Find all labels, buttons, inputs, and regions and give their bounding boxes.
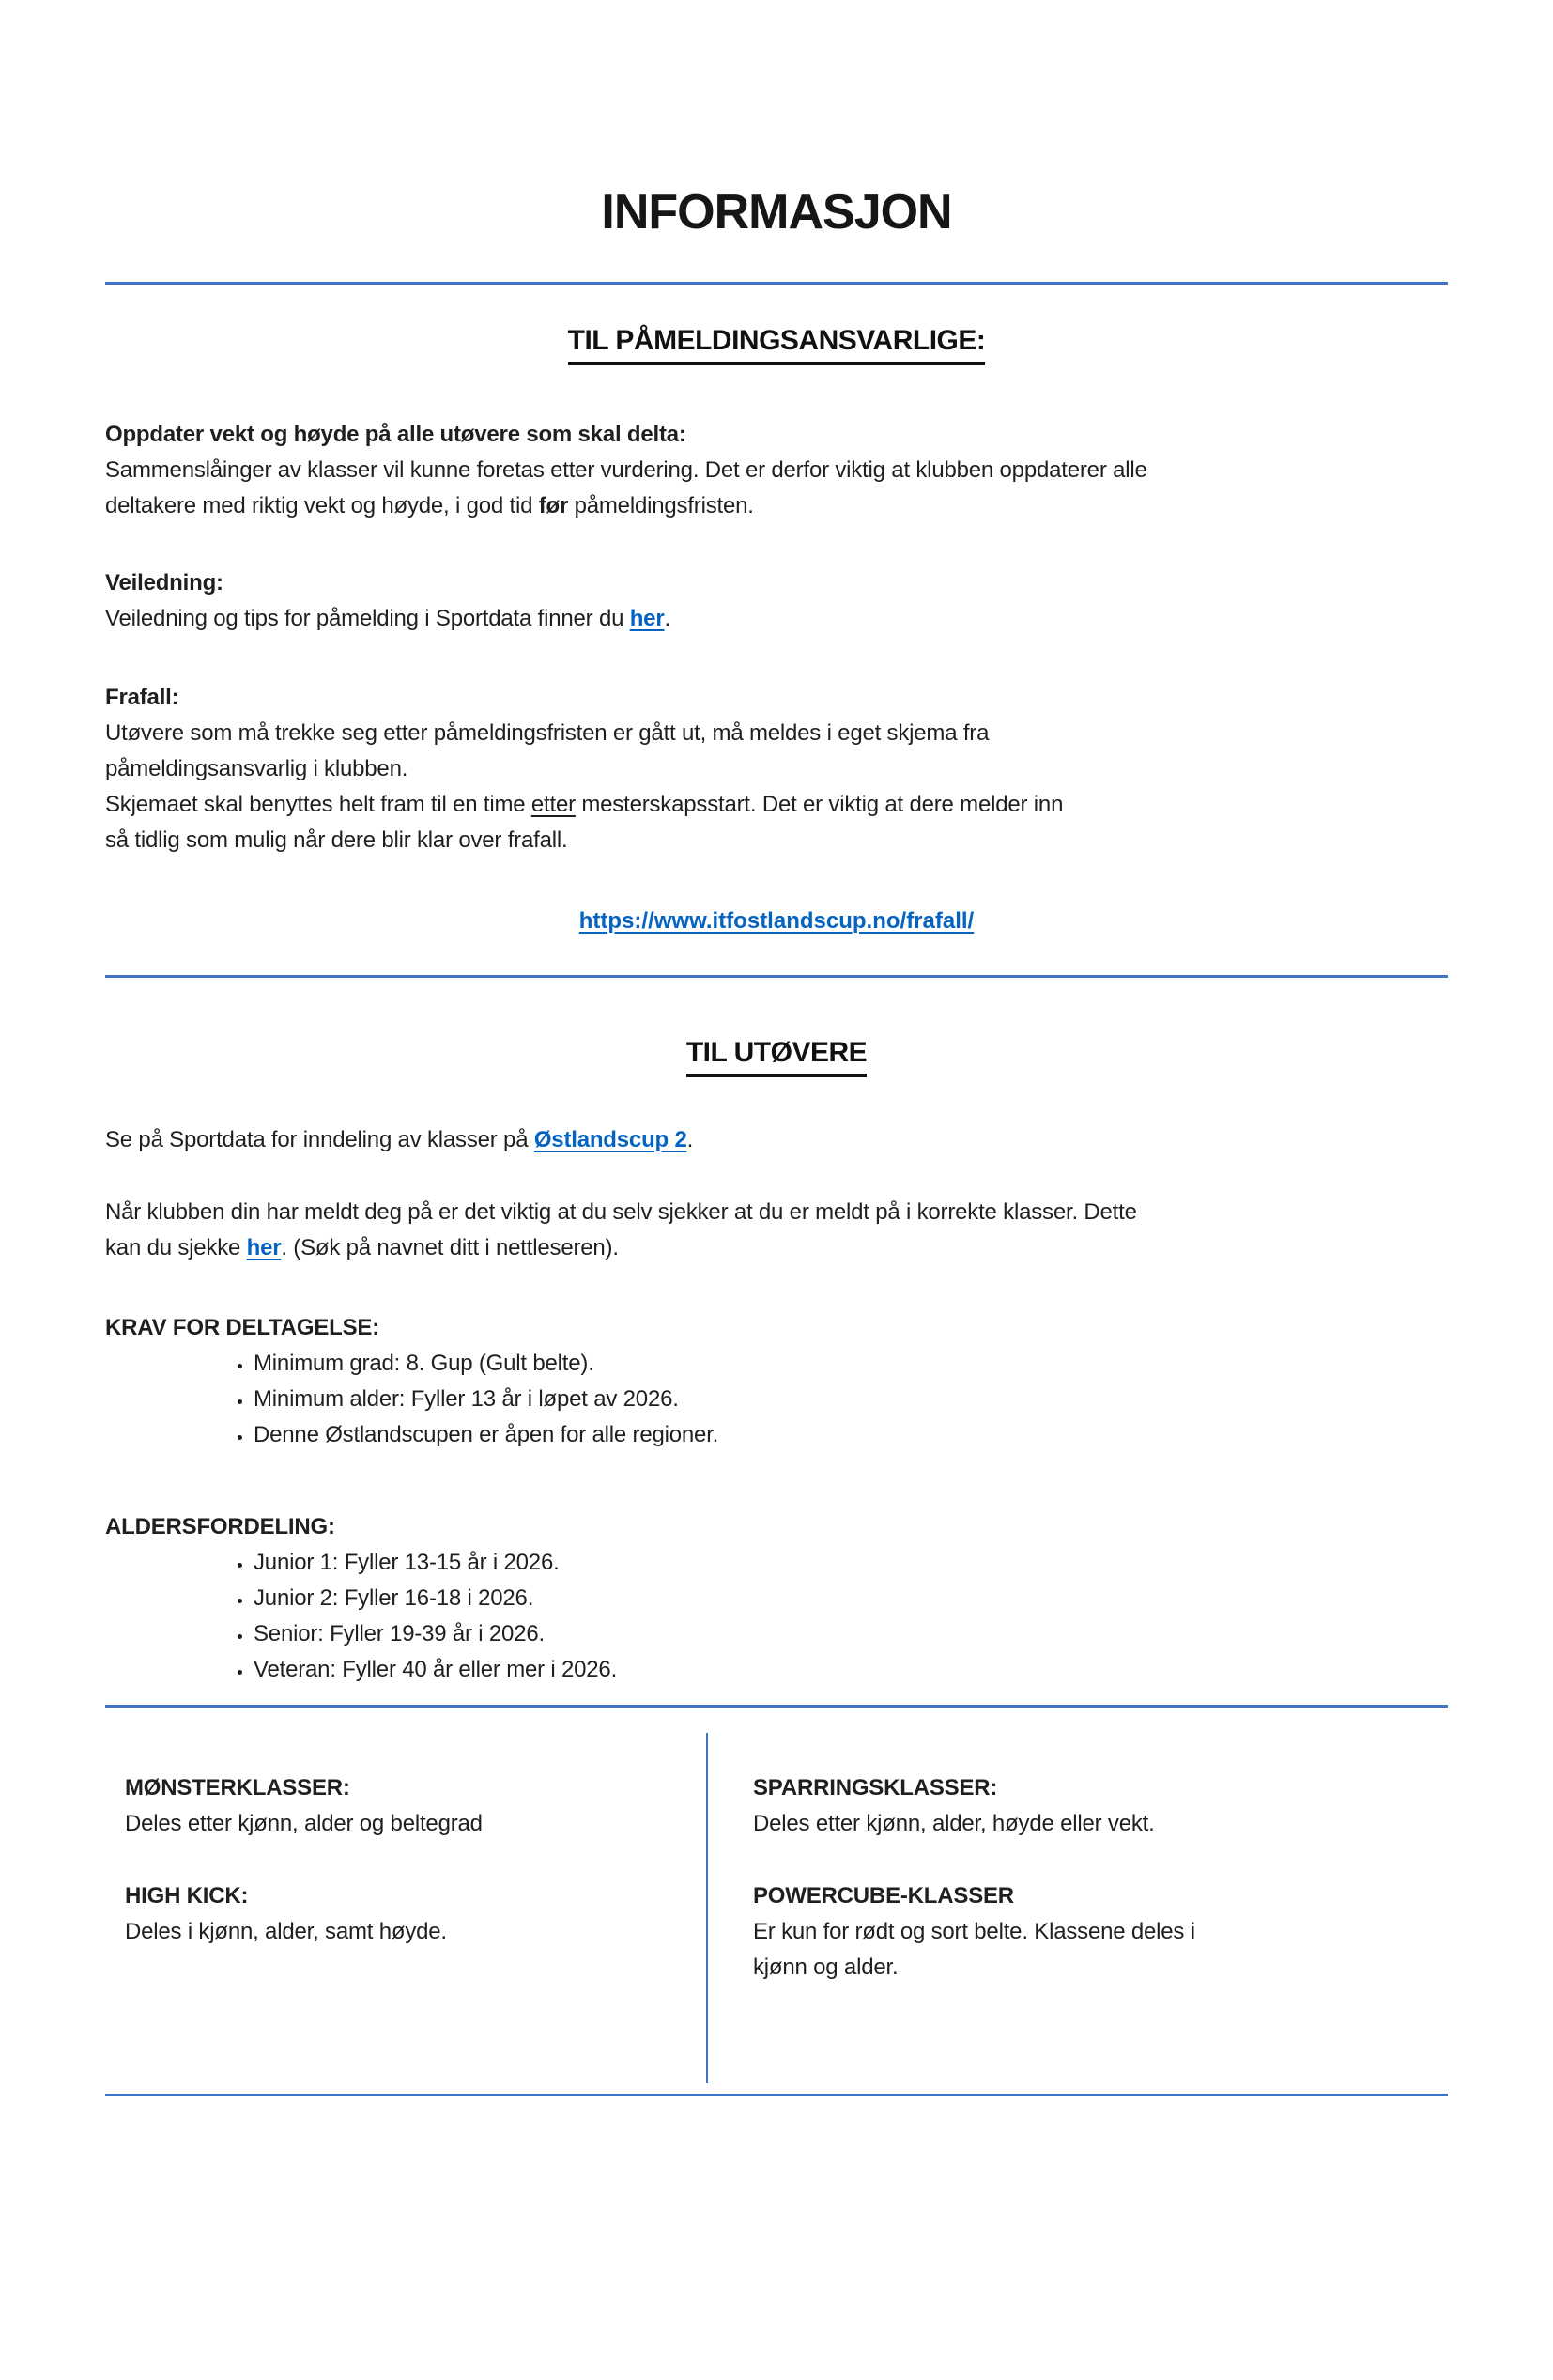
class-powercube-body-line2: kjønn og alder.: [753, 1955, 899, 1980]
class-sparring-body: Deles etter kjønn, alder, høyde eller vekt.: [753, 1811, 1155, 1836]
heading-athletes-text: TIL UTØVERE: [686, 1034, 867, 1077]
class-sparring: [753, 1770, 1448, 1842]
horizontal-rule-middle: [105, 975, 1448, 978]
class-high-kick-heading: HIGH KICK:: [125, 1883, 249, 1909]
horizontal-rule-top: [105, 282, 1448, 285]
class-powercube-body-line1: Er kun for rødt og sort belte. Klassene deles i: [753, 1919, 1195, 1944]
document-title: INFORMASJON: [601, 185, 952, 240]
link-withdrawal-url[interactable]: https://www.itfostlandscup.no/frafall/: [578, 908, 975, 934]
age-groups-list: [105, 1545, 1448, 1688]
list-item: • Minimum grad: 8. Gup (Gult belte).: [254, 1346, 1448, 1382]
underlined-word-etter: etter: [530, 792, 576, 817]
withdrawal-line3: Skjemaet skal benyttes helt fram til en time etter mesterskapsstart. Det er viktig at dere melder inn: [105, 792, 1064, 817]
sportdata-line: Se på Sportdata for inndeling av klasser på Østlandscup 2.: [105, 1127, 694, 1152]
age-groups-heading: ALDERSFORDELING:: [105, 1514, 335, 1539]
check-line2: kan du sjekke her. (Søk på navnet ditt i nettleseren).: [105, 1235, 619, 1260]
requirements-section: [105, 1310, 1448, 1453]
guidance-heading: Veiledning:: [105, 570, 223, 595]
paragraph-check-registration: [105, 1195, 1448, 1266]
paragraph-guidance: [105, 565, 1448, 637]
class-pattern: [125, 1770, 706, 1842]
list-item: • Veteran: Fyller 40 år eller mer i 2026.: [254, 1652, 1448, 1688]
list-item: • Denne Østlandscupen er åpen for alle regioner.: [254, 1417, 1448, 1453]
withdrawal-heading: Frafall:: [105, 685, 179, 710]
class-powercube-heading: POWERCUBE-KLASSER: [753, 1883, 1014, 1909]
class-powercube: [753, 1878, 1448, 1986]
requirements-list: [105, 1346, 1448, 1453]
age-groups-section: [105, 1509, 1448, 1688]
link-ostlandscup-2[interactable]: Østlandscup 2: [533, 1127, 687, 1152]
class-high-kick: [125, 1878, 706, 1950]
withdrawal-url-line: [105, 904, 1448, 939]
link-her-check[interactable]: her: [246, 1235, 282, 1260]
update-line1: Sammenslåinger av klasser vil kunne foretas etter vurdering. Det er derfor viktig at klubben oppdaterer alle: [105, 457, 1147, 483]
list-item: • Minimum alder: Fyller 13 år i løpet av 2026.: [254, 1382, 1448, 1417]
document-page: [0, 183, 1553, 2096]
check-line1: Når klubben din har meldt deg på er det viktig at du selv sjekker at du er meldt på i korrekte klasser. Dette: [105, 1199, 1137, 1225]
bold-word-for: før: [538, 493, 569, 518]
update-line2: deltakere med riktig vekt og høyde, i god tid før påmeldingsfristen.: [105, 493, 754, 518]
requirements-heading: KRAV FOR DELTAGELSE:: [105, 1315, 379, 1340]
class-sparring-heading: SPARRINGSKLASSER:: [753, 1775, 998, 1800]
list-item: • Senior: Fyller 19-39 år i 2026.: [254, 1616, 1448, 1652]
horizontal-rule-classes-top: [105, 1705, 1448, 1708]
withdrawal-line4: så tidlig som mulig når dere blir klar over frafall.: [105, 827, 568, 853]
list-item: • Junior 2: Fyller 16-18 i 2026.: [254, 1581, 1448, 1616]
withdrawal-line1: Utøvere som må trekke seg etter påmeldingsfristen er gått ut, må meldes i eget skjema fra: [105, 720, 990, 746]
link-her-guidance[interactable]: her: [629, 606, 665, 631]
class-high-kick-body: Deles i kjønn, alder, samt høyde.: [125, 1919, 447, 1944]
class-pattern-body: Deles etter kjønn, alder og beltegrad: [125, 1811, 483, 1836]
withdrawal-line2: påmeldingsansvarlig i klubben.: [105, 756, 408, 781]
heading-athletes: [105, 1034, 1448, 1077]
list-item: • Junior 1: Fyller 13-15 år i 2026.: [254, 1545, 1448, 1581]
class-pattern-heading: MØNSTERKLASSER:: [125, 1775, 350, 1800]
guidance-line: Veiledning og tips for påmelding i Sportdata finner du her.: [105, 606, 670, 631]
classes-column-left: [105, 1733, 706, 2083]
classes-columns: [105, 1733, 1448, 2083]
heading-registrars: [105, 322, 1448, 365]
heading-registrars-text: TIL PÅMELDINGSANSVARLIGE:: [568, 322, 986, 365]
classes-column-right: [708, 1733, 1448, 2083]
horizontal-rule-bottom: [105, 2094, 1448, 2096]
paragraph-update-weight-height: [105, 417, 1448, 524]
paragraph-withdrawal: [105, 680, 1448, 858]
update-lead: Oppdater vekt og høyde på alle utøvere som skal delta:: [105, 422, 686, 447]
